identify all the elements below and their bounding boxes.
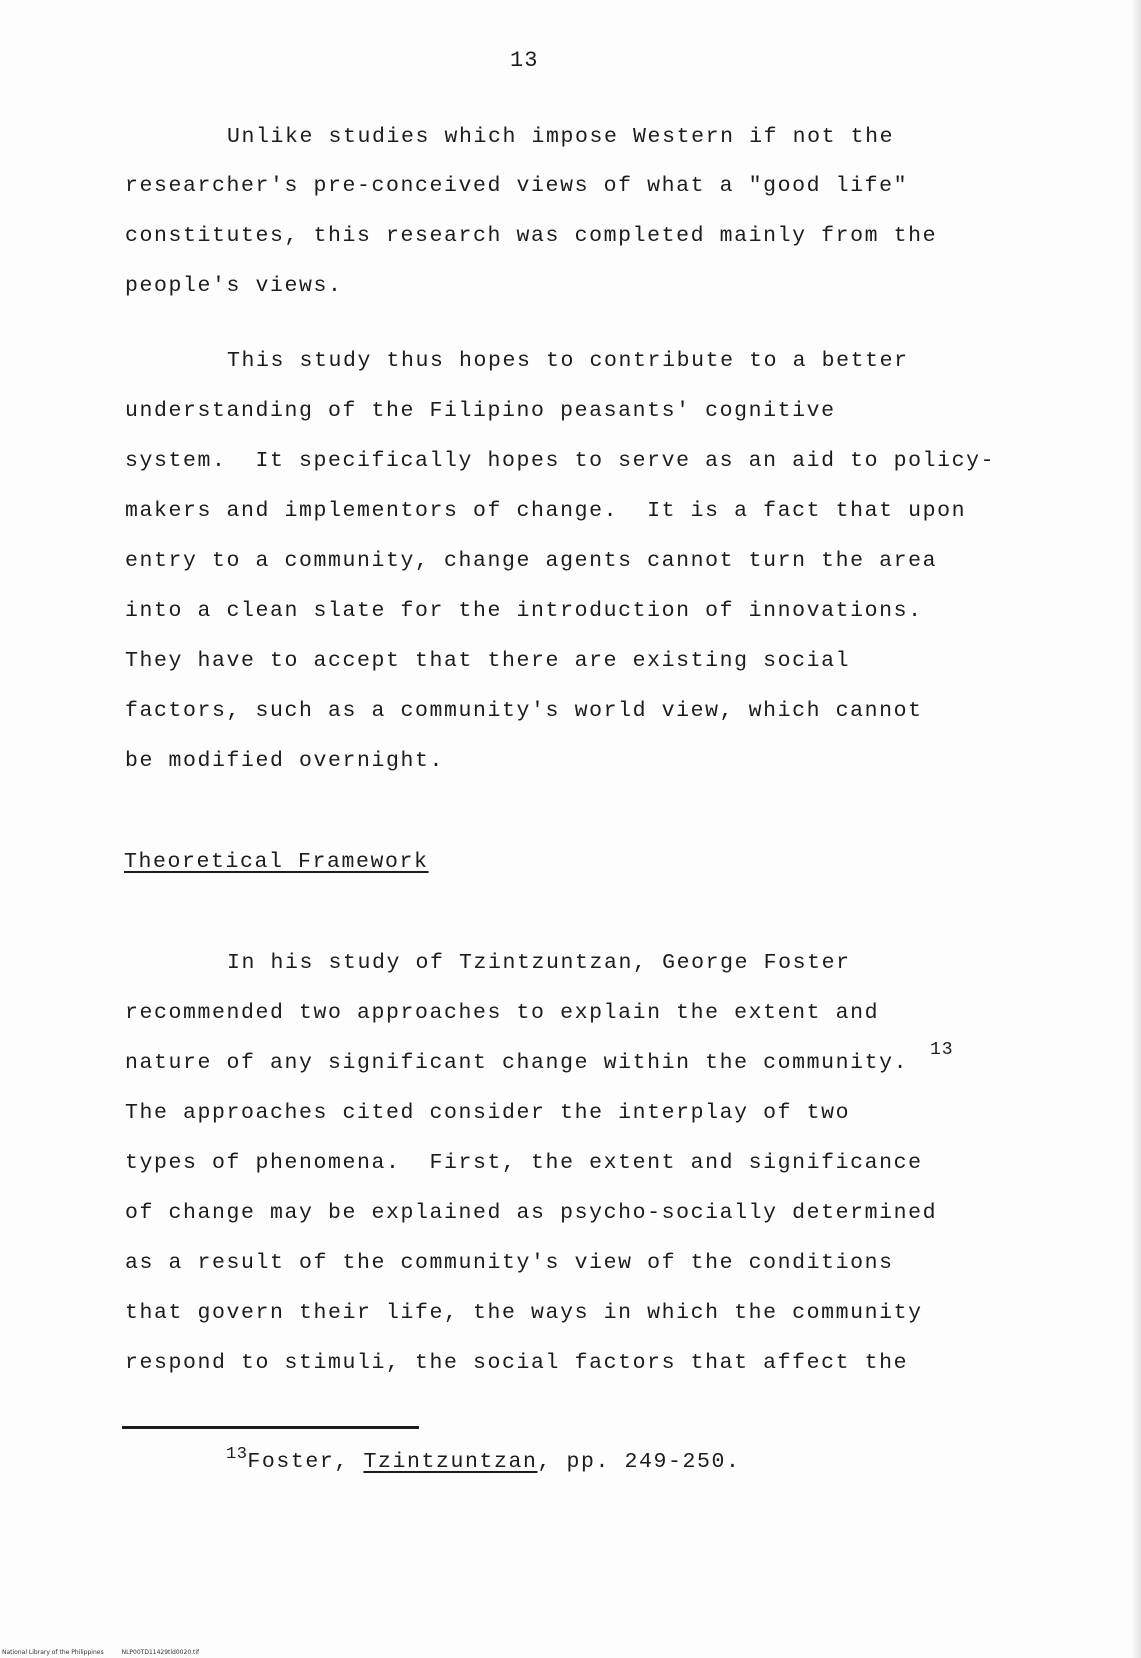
paragraph-1-line: people's views. [125,274,343,298]
footnote-title: Tzintzuntzan [363,1450,538,1474]
paragraph-1-line: researcher's pre-conceived views of what a "good life" [125,174,909,198]
paragraph-3-line: that govern their life, the ways in which the community [125,1301,923,1325]
paragraph-3-line: as a result of the community's view of the conditions [125,1251,894,1275]
footnote-pages: , pp. 249-250. [537,1450,741,1474]
paragraph-3-line: recommended two approaches to explain the extent and [125,1001,880,1025]
paragraph-3-line: of change may be explained as psycho-socially determined [125,1201,938,1225]
paragraph-2-line: factors, such as a community's world view, which cannot [125,699,923,723]
paragraph-2-line: They have to accept that there are existing social [125,649,851,673]
footnote [226,1445,741,1474]
paragraph-2-line: entry to a community, change agents cannot turn the area [125,549,938,573]
paragraph-3-line: nature of any significant change within the community. [125,1051,909,1075]
paragraph-1-line: constitutes, this research was completed mainly from the [125,224,938,248]
paragraph-1-line: Unlike studies which impose Western if not the [227,125,895,149]
paragraph-2-line: system. It specifically hopes to serve as an aid to policy- [125,449,996,473]
paragraph-2-line: understanding of the Filipino peasants' cognitive [125,399,836,423]
page-edge-shadow [1131,0,1141,1658]
paragraph-2-line: be modified overnight. [125,749,445,773]
scan-footer [2,1649,217,1656]
scan-library: National Library of the Philippines [2,1649,104,1656]
footnote-number: 13 [226,1445,248,1464]
paragraph-2-line: into a clean slate for the introduction of innovations. [125,599,923,623]
footnote-reference: 13 [930,1040,954,1060]
footnote-author: Foster, [247,1450,364,1474]
paragraph-2-line: This study thus hopes to contribute to a better [227,349,909,373]
scan-file: NLP00TD11429tld0020.tif [121,1649,200,1656]
section-heading: Theoretical Framework [124,850,429,874]
paragraph-3-line: respond to stimuli, the social factors that affect the [125,1351,909,1375]
paragraph-3-line: types of phenomena. First, the extent and significance [125,1151,923,1175]
paragraph-3-line: In his study of Tzintzuntzan, George Foster [227,951,851,975]
paragraph-2-line: makers and implementors of change. It is a fact that upon [125,499,967,523]
paragraph-3-line: The approaches cited consider the interplay of two [125,1101,851,1125]
page-number: 13 [510,48,539,73]
footnote-divider [122,1426,419,1429]
